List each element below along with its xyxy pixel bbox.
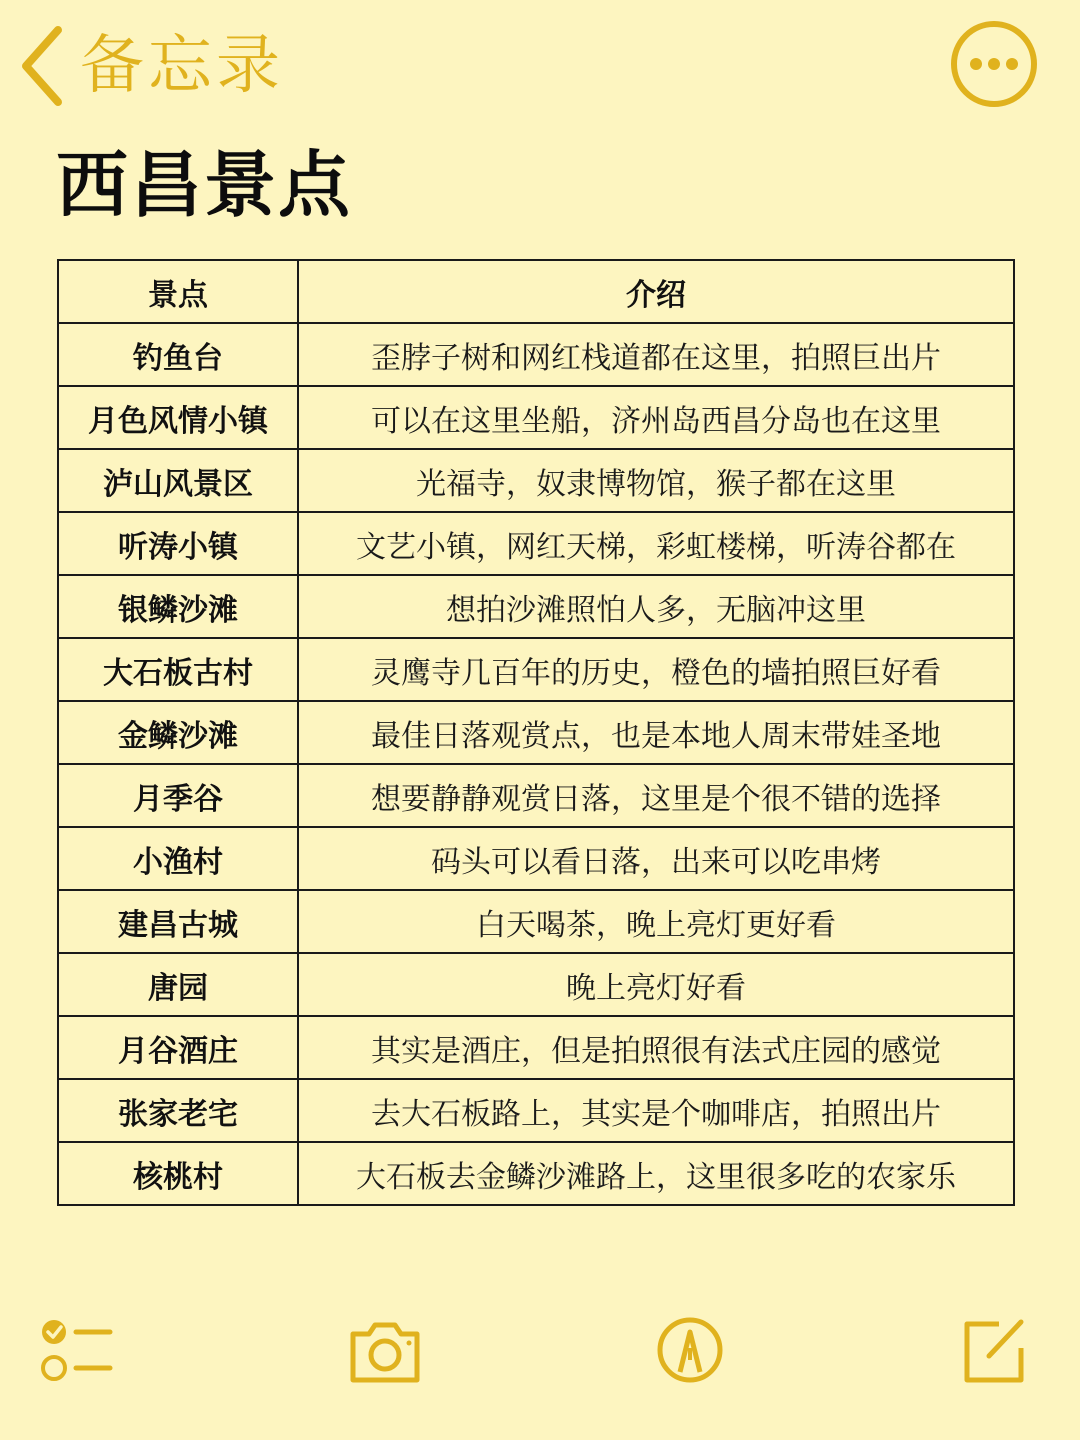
spot-name: 小渔村	[58, 827, 298, 890]
note-title: 西昌景点	[56, 143, 353, 227]
spot-name: 钓鱼台	[58, 323, 298, 386]
table-row	[58, 449, 1014, 512]
spot-name: 听涛小镇	[58, 512, 298, 575]
table-row	[58, 827, 1014, 890]
table-row	[58, 1142, 1014, 1205]
header-intro: 介绍	[298, 260, 1014, 323]
spot-description: 光福寺，奴隶博物馆，猴子都在这里	[298, 449, 1014, 512]
spot-description: 大石板去金鳞沙滩路上，这里很多吃的农家乐	[298, 1142, 1014, 1205]
spot-description: 最佳日落观赏点，也是本地人周末带娃圣地	[298, 701, 1014, 764]
spot-description: 可以在这里坐船，济州岛西昌分岛也在这里	[298, 386, 1014, 449]
spot-name: 月谷酒庄	[58, 1016, 298, 1079]
table-row	[58, 701, 1014, 764]
table-row	[58, 1079, 1014, 1142]
spot-name: 建昌古城	[58, 890, 298, 953]
camera-button[interactable]	[345, 1310, 425, 1390]
pen-tip-circle-icon	[650, 1310, 730, 1390]
chevron-left-icon	[18, 24, 66, 108]
spot-description: 白天喝茶，晚上亮灯更好看	[298, 890, 1014, 953]
table-header-row	[58, 260, 1014, 323]
table-row	[58, 638, 1014, 701]
more-button[interactable]	[950, 20, 1038, 108]
spot-description: 灵鹰寺几百年的历史，橙色的墙拍照巨好看	[298, 638, 1014, 701]
back-button[interactable]	[18, 18, 284, 113]
table-row	[58, 764, 1014, 827]
nav-bar	[0, 0, 1080, 130]
spot-description: 想拍沙滩照怕人多，无脑冲这里	[298, 575, 1014, 638]
spot-name: 核桃村	[58, 1142, 298, 1205]
spot-description: 想要静静观赏日落，这里是个很不错的选择	[298, 764, 1014, 827]
spot-description: 码头可以看日落，出来可以吃串烤	[298, 827, 1014, 890]
spot-description: 去大石板路上，其实是个咖啡店，拍照出片	[298, 1079, 1014, 1142]
bottom-toolbar	[0, 1290, 1080, 1410]
spot-name: 月季谷	[58, 764, 298, 827]
spot-description: 晚上亮灯好看	[298, 953, 1014, 1016]
table-row	[58, 386, 1014, 449]
markup-button[interactable]	[650, 1310, 730, 1390]
spot-name: 金鳞沙滩	[58, 701, 298, 764]
checklist-icon	[38, 1310, 118, 1390]
spot-name: 张家老宅	[58, 1079, 298, 1142]
compose-button[interactable]	[955, 1310, 1035, 1390]
ellipsis-circle-icon	[950, 20, 1038, 108]
spot-name: 唐园	[58, 953, 298, 1016]
table-row	[58, 890, 1014, 953]
spot-description: 歪脖子树和网红栈道都在这里，拍照巨出片	[298, 323, 1014, 386]
spot-description: 其实是酒庄，但是拍照很有法式庄园的感觉	[298, 1016, 1014, 1079]
spot-description: 文艺小镇，网红天梯，彩虹楼梯，听涛谷都在	[298, 512, 1014, 575]
table-row	[58, 575, 1014, 638]
table-row	[58, 953, 1014, 1016]
compose-icon	[955, 1310, 1035, 1390]
spots-table-container	[57, 259, 1013, 1206]
spot-name: 银鳞沙滩	[58, 575, 298, 638]
header-spot: 景点	[58, 260, 298, 323]
table-row	[58, 323, 1014, 386]
checklist-button[interactable]	[38, 1310, 118, 1390]
spot-name: 泸山风景区	[58, 449, 298, 512]
spot-name: 月色风情小镇	[58, 386, 298, 449]
camera-icon	[345, 1310, 425, 1390]
back-label: 备忘录	[80, 28, 284, 103]
table-row	[58, 1016, 1014, 1079]
table-row	[58, 512, 1014, 575]
spots-table	[57, 259, 1015, 1206]
spot-name: 大石板古村	[58, 638, 298, 701]
